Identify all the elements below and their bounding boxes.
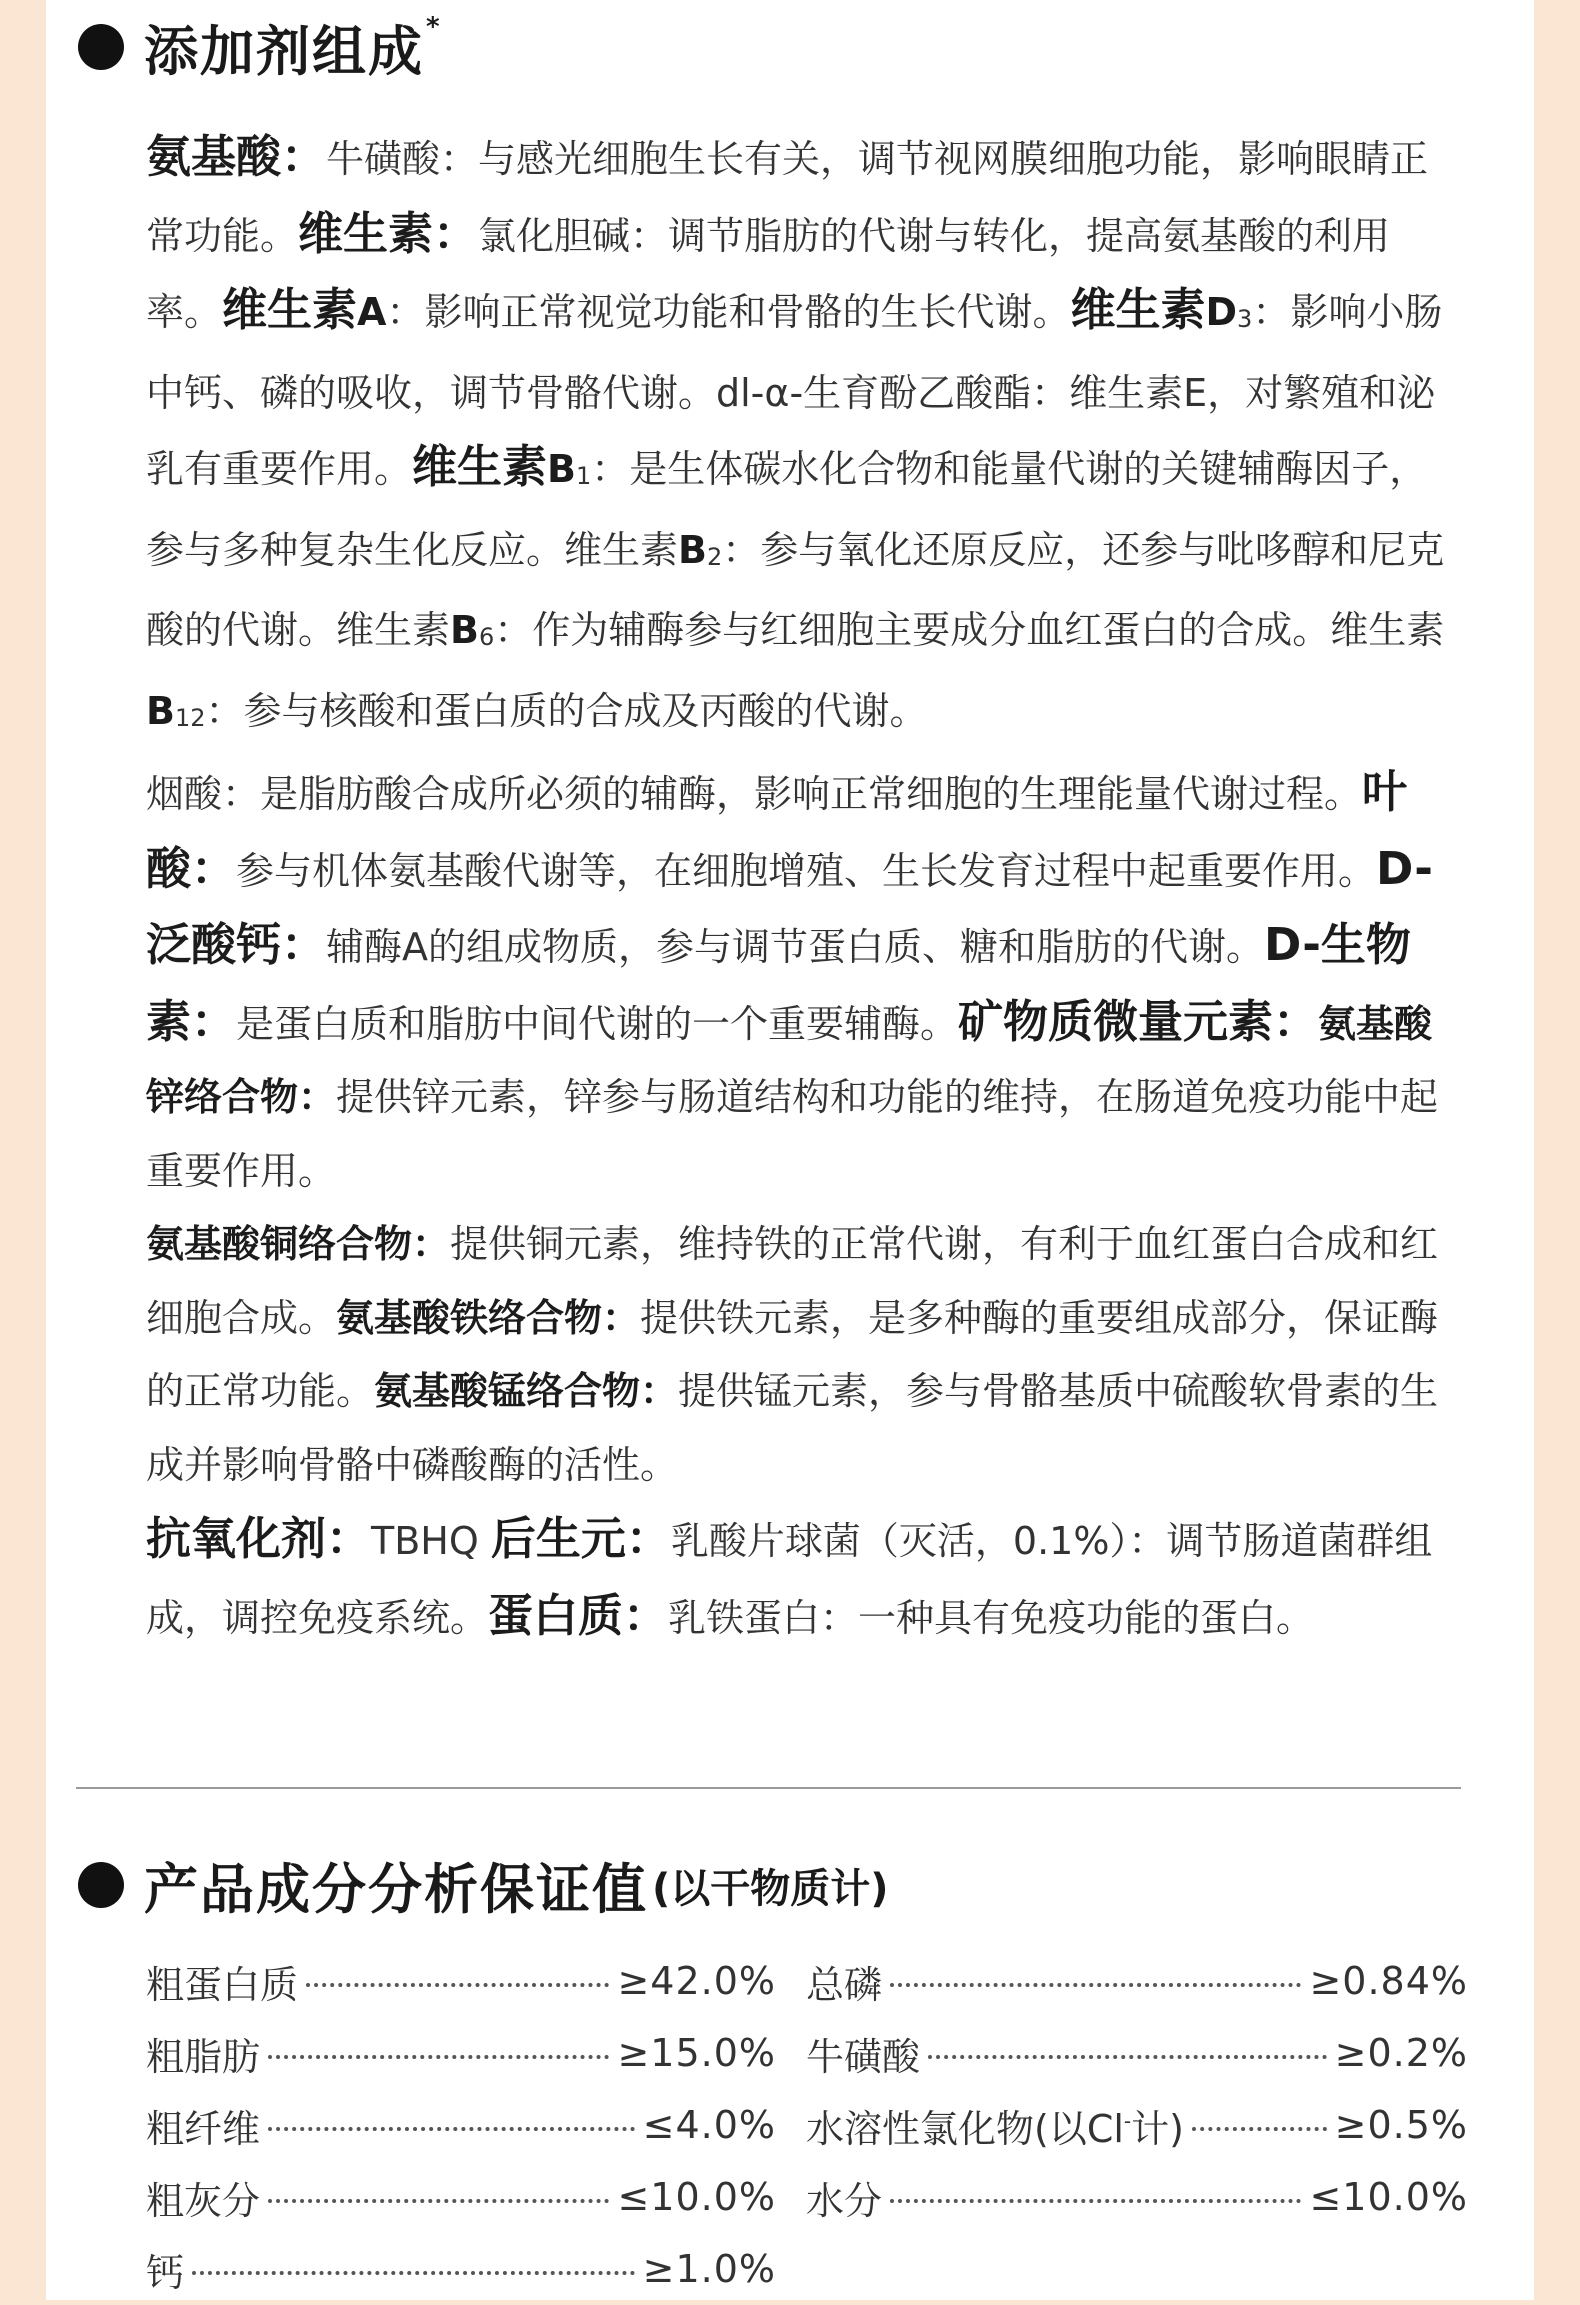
analysis-row <box>806 2161 1468 2233</box>
analysis-row <box>146 2089 776 2161</box>
body-text-run: 提供铜元素，维持铁的正常代谢，有利于血红蛋白合成和红细胞合成。 <box>146 1222 1439 1340</box>
body-text-run: ：作为辅酶参与红细胞主要成分血红蛋白的合成。维生素 <box>494 608 1445 652</box>
section-title-analysis <box>78 1845 889 1925</box>
nutrient-name <box>806 2098 1184 2153</box>
category-heading: 氨基酸： <box>146 130 327 183</box>
nutrient-value: ≥0.84% <box>1309 1959 1468 2003</box>
category-heading: 维生素 <box>412 440 548 493</box>
category-heading: 叶酸： <box>146 765 1408 895</box>
emphasis-text: 氨基酸铜络合物： <box>146 1222 451 1266</box>
body-text-run: 乳酸片球菌（灭活，0.1%）：调节肠道菌群组成，调控免疫系统。 <box>146 1519 1433 1640</box>
nutrient-value: ≤4.0% <box>642 2103 776 2147</box>
dotted-leader <box>268 2127 635 2131</box>
subscript-text: 2 <box>706 542 723 571</box>
nutrient-value: ≤10.0% <box>1309 2175 1468 2219</box>
emphasis-text: D <box>1205 290 1238 334</box>
description-paragraph <box>146 755 1461 1208</box>
subscript-text: 6 <box>478 623 495 651</box>
analysis-row <box>806 1945 1468 2017</box>
body-text-run: 是蛋白质和脂肪中间代谢的一个重要辅酶。 <box>236 1001 959 1046</box>
additives-title: 添加剂组成 <box>144 19 424 83</box>
dotted-leader <box>890 2199 1301 2203</box>
emphasis-text: B <box>547 447 576 491</box>
nutrient-name: 粗灰分 <box>146 2178 261 2223</box>
analysis-row <box>146 2017 776 2089</box>
additives-description <box>146 120 1461 1655</box>
emphasis-text: 氨基酸铁络合物： <box>336 1295 641 1340</box>
subscript-text: 1 <box>576 462 592 490</box>
category-heading: 抗氧化剂： <box>146 1512 372 1565</box>
analysis-row <box>806 2017 1468 2089</box>
dotted-leader <box>268 2055 609 2059</box>
analysis-row <box>146 1945 776 2017</box>
analysis-title: 产品成分分析保证值 <box>144 1857 648 1921</box>
body-text-run: 提供铁元素，是多种酶的重要组成部分，保证酶的正常功能。 <box>146 1295 1439 1413</box>
body-text-run: 提供锰元素，参与骨骼基质中硫酸软骨素的生成并影响骨骼中磷酸酶的活性。 <box>146 1369 1439 1487</box>
section-title-additives <box>78 12 440 82</box>
emphasis-text: 氨基酸锌络合物： <box>146 1001 1433 1119</box>
body-text-run: ：参与核酸和蛋白质的合成及丙酸的代谢。 <box>205 688 928 733</box>
body-text-run: ：是生体碳水化合物和能量代谢的关键辅酶因子，参与多种复杂生化反应。维生素 <box>146 447 1428 572</box>
nutrient-name-part: 水溶性氯化物(以Cl <box>806 2106 1124 2151</box>
body-text-run: 氯化胆碱：调节脂肪的代谢与转化，提高氨基酸的利用率。 <box>146 213 1391 334</box>
category-heading: 维生素： <box>298 206 479 260</box>
emphasis-text: 氨基酸锰络合物： <box>374 1369 679 1413</box>
bullet-dot-icon <box>78 1862 124 1908</box>
nutrient-name: 水分 <box>806 2178 883 2223</box>
nutrient-name: 粗脂肪 <box>146 2034 261 2079</box>
nutrient-value: ≥0.5% <box>1334 2103 1468 2147</box>
body-text-run: ：参与氧化还原反应，还参与吡哆醇和尼克酸的代谢。维生素 <box>146 527 1445 652</box>
category-heading: 矿物质微量元素： <box>958 994 1319 1048</box>
body-text-run: TBHQ <box>371 1519 491 1563</box>
nutrient-name: 总磷 <box>806 1962 883 2007</box>
nutrient-name: 粗纤维 <box>146 2106 261 2151</box>
nutrient-value: ≥15.0% <box>617 2031 776 2075</box>
body-text-run: 乳铁蛋白：一种具有免疫功能的蛋白。 <box>668 1595 1315 1640</box>
dotted-leader <box>1192 2127 1327 2131</box>
category-heading: 维生素 <box>222 283 358 336</box>
description-paragraph <box>146 1502 1461 1655</box>
dotted-leader <box>890 1983 1301 1987</box>
analysis-row <box>146 2233 776 2305</box>
analysis-row <box>146 2161 776 2233</box>
nutrient-name-superscript: - <box>1123 2108 1132 2133</box>
category-heading: D-泛酸钙： <box>146 841 1433 971</box>
body-text-run: ：影响正常视觉功能和骨骼的生长代谢。 <box>386 290 1071 334</box>
subscript-text: 12 <box>174 703 206 732</box>
body-text-run: ：影响小肠中钙、磷的吸收，调节骨骼代谢。dl-α-生育酚乙酸酯：维生素E，对繁殖和泌乳有重要作用。 <box>146 290 1443 491</box>
section-divider <box>76 1787 1461 1789</box>
nutrient-value: ≥0.2% <box>1334 2031 1468 2075</box>
nutrient-value: ≥42.0% <box>617 1959 776 2003</box>
nutrient-value: ≥1.0% <box>642 2247 776 2291</box>
bullet-dot-icon <box>78 24 124 70</box>
emphasis-text: B <box>678 527 707 572</box>
dotted-leader <box>268 2199 609 2203</box>
additives-title-asterisk: * <box>426 12 440 42</box>
dotted-leader <box>306 1983 609 1987</box>
analysis-subtitle: (以干物质计) <box>652 1865 889 1912</box>
nutrient-name-part: 计) <box>1131 2106 1184 2151</box>
emphasis-text: A <box>357 290 387 334</box>
body-text-run: 烟酸：是脂肪酸合成所必须的辅酶，影响正常细胞的生理能量代谢过程。 <box>146 772 1363 816</box>
description-paragraph <box>146 120 1461 755</box>
nutrient-value: ≤10.0% <box>617 2175 776 2219</box>
body-text-run: 提供锌元素，锌参与肠道结构和功能的维持，在肠道免疫功能中起重要作用。 <box>146 1075 1439 1193</box>
subscript-text: 3 <box>1237 305 1253 333</box>
dotted-leader <box>928 2055 1327 2059</box>
nutrient-name: 钙 <box>146 2250 185 2295</box>
nutrient-name: 粗蛋白质 <box>146 1962 299 2007</box>
body-text-run: 牛磺酸：与感光细胞生长有关，调节视网膜细胞功能，影响眼睛正常功能。 <box>146 137 1429 258</box>
emphasis-text: B <box>450 608 479 652</box>
category-heading: 蛋白质： <box>488 1588 669 1642</box>
body-text-run: 参与机体氨基酸代谢等，在细胞增殖、生长发育过程中起重要作用。 <box>236 848 1377 893</box>
category-heading: 维生素 <box>1070 283 1206 336</box>
dotted-leader <box>192 2271 635 2275</box>
description-paragraph <box>146 1208 1461 1502</box>
category-heading: 后生元： <box>490 1512 671 1565</box>
body-text-run: 辅酶A的组成物质，参与调节蛋白质、糖和脂肪的代谢。 <box>326 925 1265 969</box>
emphasis-text: B <box>146 688 175 733</box>
category-heading: D-生物素： <box>146 918 1411 1048</box>
nutrient-name: 牛磺酸 <box>806 2034 921 2079</box>
analysis-row <box>806 2089 1468 2161</box>
